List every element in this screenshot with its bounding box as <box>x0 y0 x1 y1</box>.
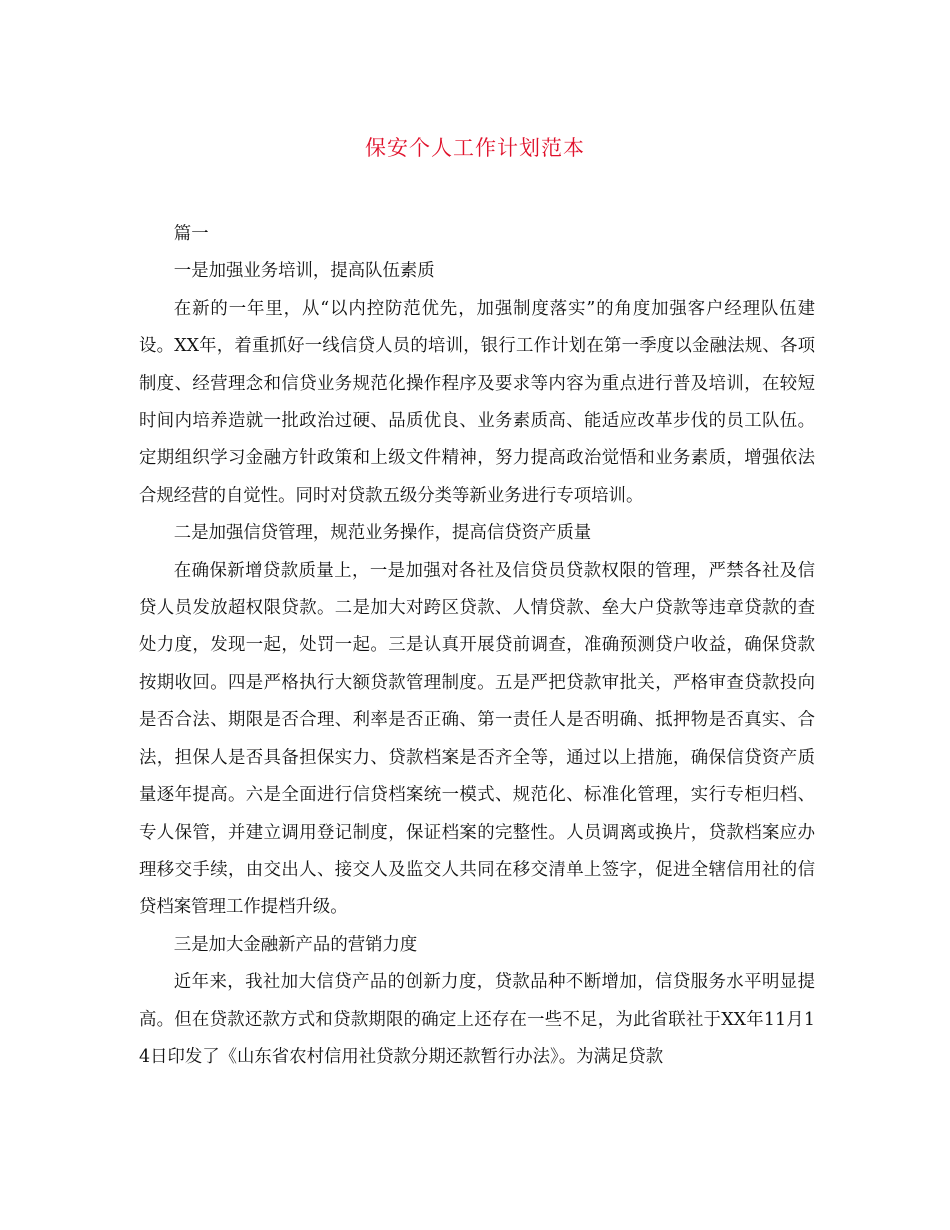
section-label: 篇一 <box>173 224 209 244</box>
section-heading-2: 二是加强信贷管理，规范业务操作，提高信贷资产质量 <box>173 523 592 544</box>
document-body <box>139 216 815 1076</box>
document-title: 保安个人工作计划范本 <box>365 136 585 160</box>
paragraph-2: 在确保新增贷款质量上，一是加强对各社及信贷员贷款权限的管理，严禁各社及信贷人员发放超权限贷款。二是加大对跨区贷款、人情贷款、垒大户贷款等违章贷款的查处力度，发现一起，处罚一起。三是认真开展贷前调查，准确预测贷户收益，确保贷款按期收回。四是严格执行大额贷款管理制度。五是严把贷款审批关，严格审查贷款投向是否合法、期限是否合理、利率是否正确、第一责任人是否明确、抵押物是否真实、合法，担保人是否具备担保实力、贷款档案是否齐全等，通过以上措施，确保信贷资产质量逐年提高。六是全面进行信贷档案统一模式、规范化、标准化管理，实行专柜归档、专人保管，并建立调用登记制度，保证档案的完整性。人员调离或换片，贷款档案应办理移交手续，由交出人、接交人及监交人共同在移交清单上签字，促进全辖信用社的信贷档案管理工作提档升级。 <box>139 560 815 918</box>
paragraph-1: 在新的一年里，从“以内控防范优先，加强制度落实”的角度加强客户经理队伍建设。XX年，着重抓好一线信贷人员的培训，银行工作计划在第一季度以金融法规、各项制度、经营理念和信贷业务规范化操作程序及要求等内容为重点进行普及培训，在较短时间内培养造就一批政治过硬、品质优良、业务素质高、能适应改革步伐的员工队伍。定期组织学习金融方针政策和上级文件精神，努力提高政治觉悟和业务素质，增强依法合规经营的自觉性。同时对贷款五级分类等新业务进行专项培训。 <box>139 298 815 506</box>
paragraph-3: 近年来，我社加大信贷产品的创新力度，贷款品种不断增加，信贷服务水平明显提高。但在贷款还款方式和贷款期限的确定上还存在一些不足，为此省联社于XX年11月14日印发了《山东省农村信用社贷款分期还款暂行办法》。为满足贷款 <box>139 972 815 1067</box>
section-heading-3: 三是加大金融新产品的营销力度 <box>173 934 418 955</box>
section-heading-1: 一是加强业务培训，提高队伍素质 <box>173 261 435 282</box>
